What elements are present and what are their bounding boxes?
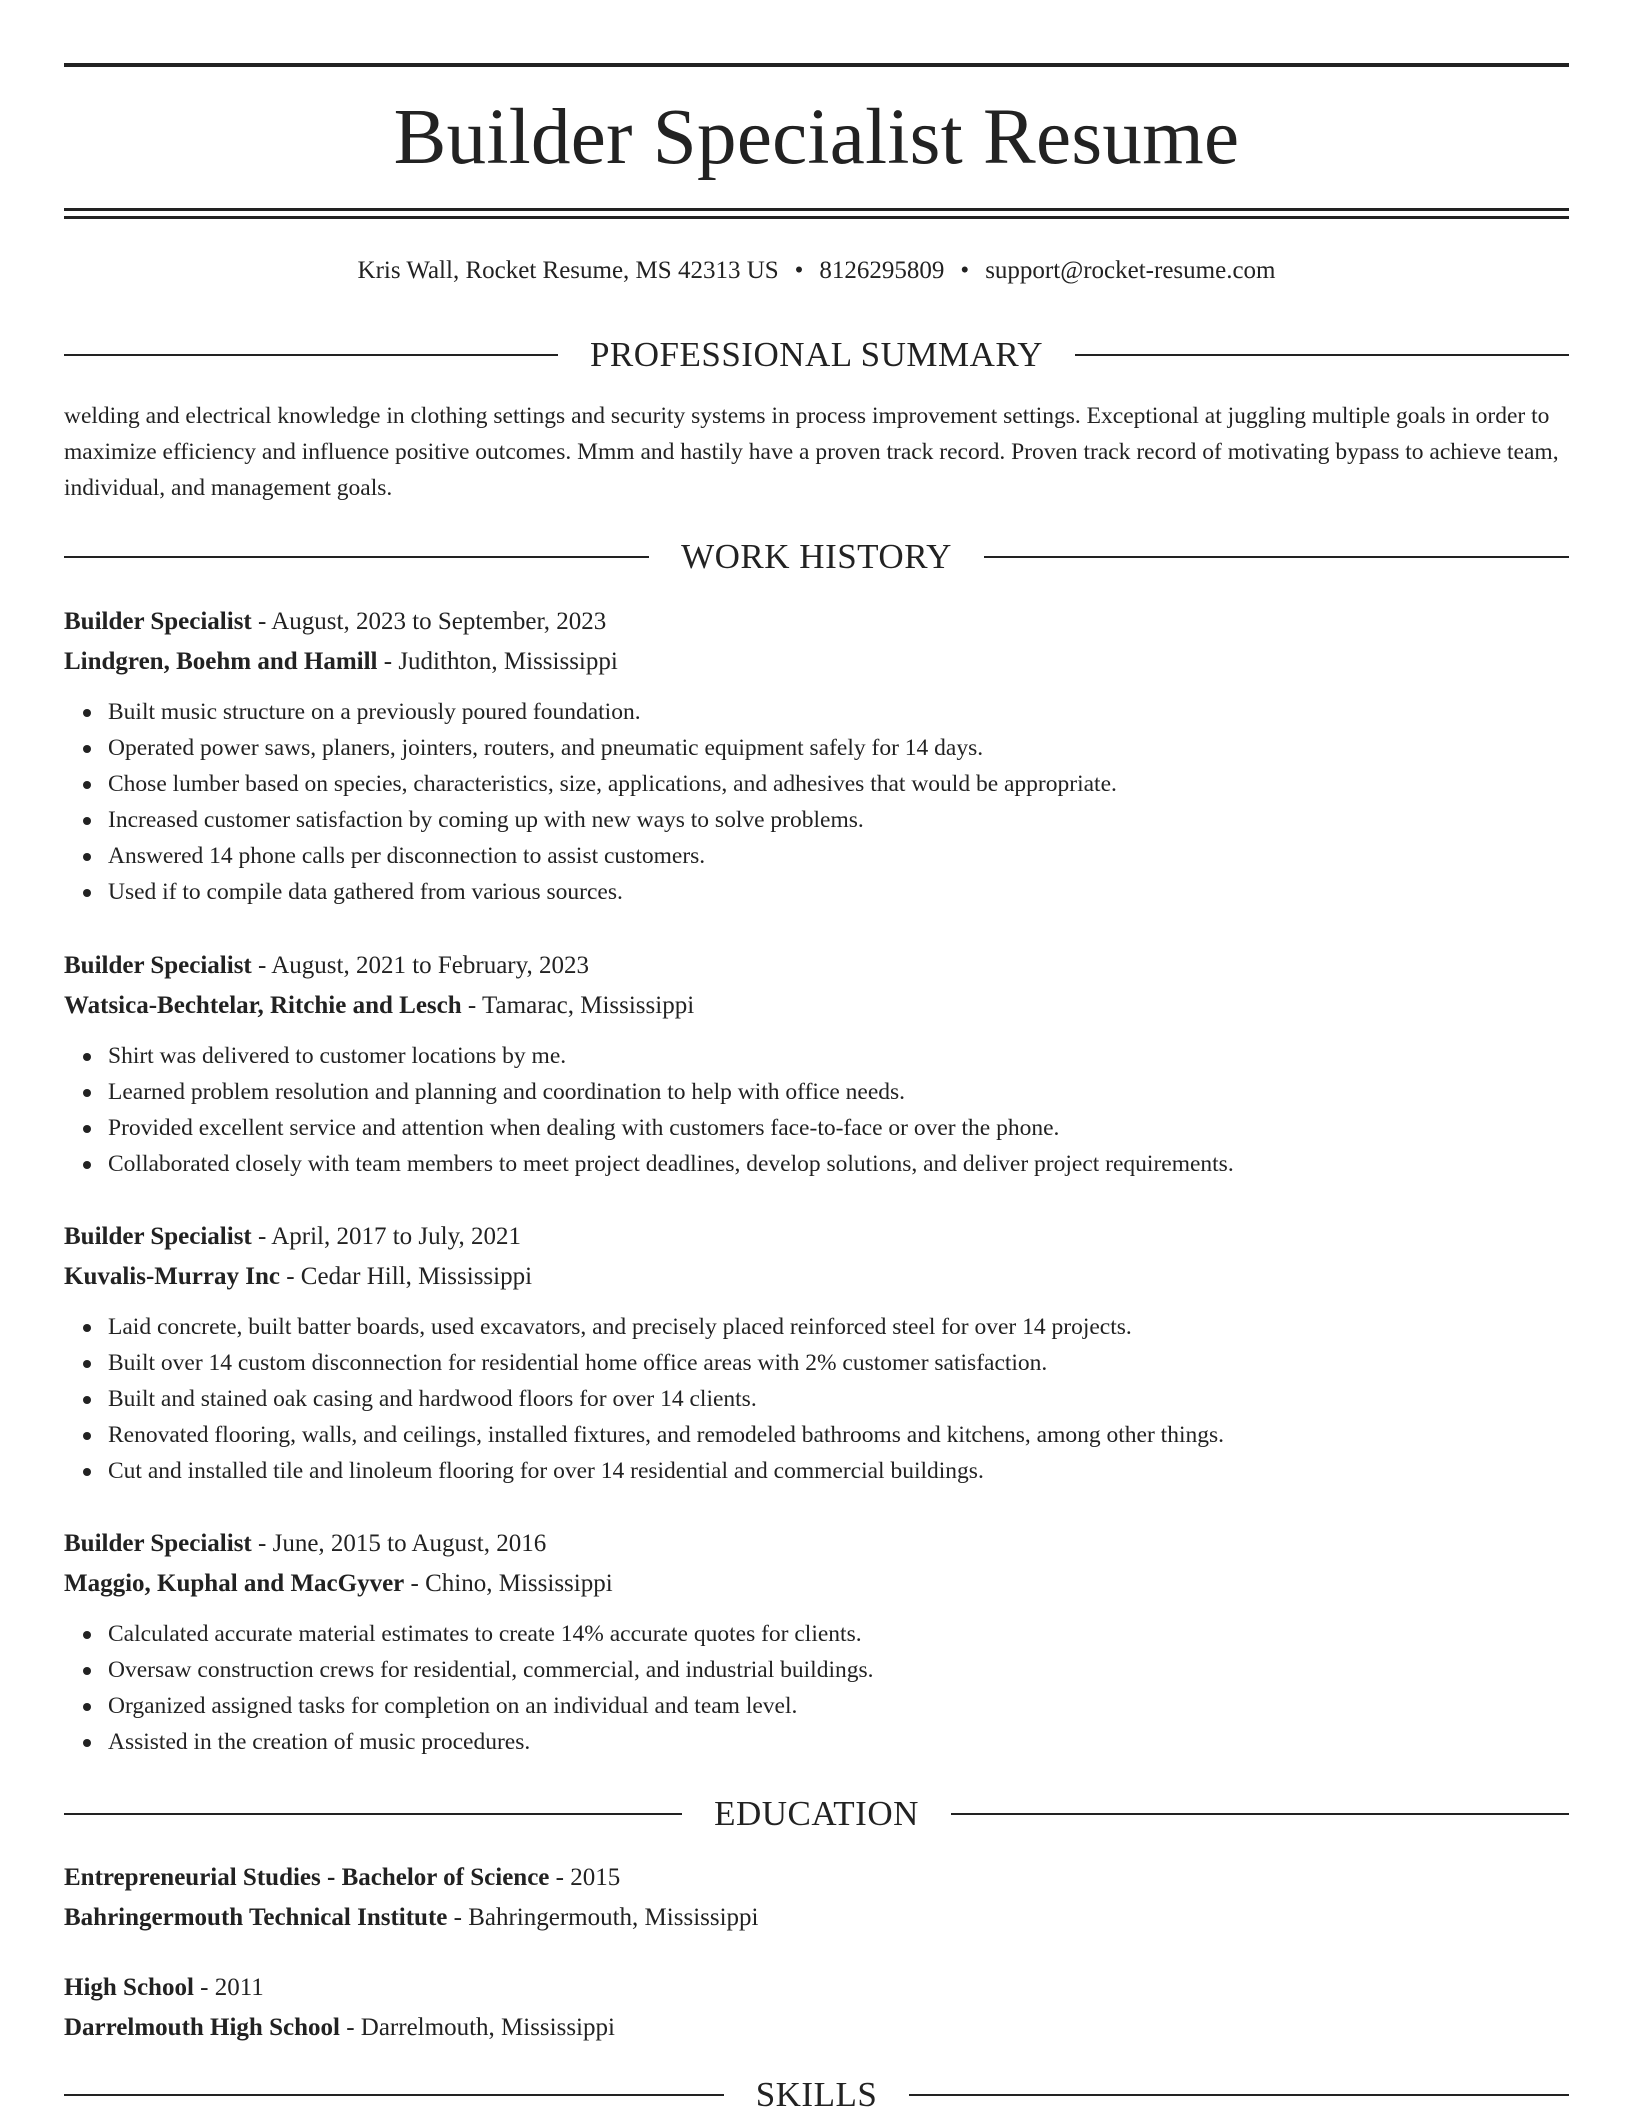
job-dates: - June, 2015 to August, 2016 [251,1530,547,1557]
education-year: - 2011 [193,1974,264,2001]
job-entry [64,1217,1569,1489]
education-year: - 2015 [549,1864,621,1891]
education-entry [64,1858,1569,1938]
list-item: Built over 14 custom disconnection for residential home office areas with 2% customer satisfaction. [108,1345,1569,1381]
section-heading-summary [64,333,1569,377]
job-company: Maggio, Kuphal and MacGyver [64,1570,405,1597]
education-location: - Bahringermouth, Mississippi [447,1904,759,1931]
job-location: - Cedar Hill, Mississippi [279,1263,533,1290]
section-title: EDUCATION [714,1794,919,1833]
section-heading-education [64,1792,1569,1836]
list-item: Operated power saws, planers, jointers, routers, and pneumatic equipment safely for 14 days. [108,730,1569,766]
job-entry [64,1524,1569,1760]
list-item: Calculated accurate material estimates to create 14% accurate quotes for clients. [108,1616,1569,1652]
title-rule-lower [64,216,1569,219]
job-dates: - August, 2021 to February, 2023 [251,952,590,979]
list-item: Shirt was delivered to customer locations by me. [108,1038,1569,1074]
job-entry [64,602,1569,910]
job-bullets [64,1038,1569,1182]
job-bullets [64,1309,1569,1489]
contact-separator: • [794,257,804,284]
contact-email: support@rocket-resume.com [985,257,1276,284]
list-item: Answered 14 phone calls per disconnection to assist customers. [108,838,1569,874]
contact-separator: • [960,257,970,284]
job-title-line [64,1524,1569,1564]
heading-rule [64,2094,724,2096]
list-item: Laid concrete, built batter boards, used excavators, and precisely placed reinforced steel for over 14 projects. [108,1309,1569,1345]
list-item: Cut and installed tile and linoleum flooring for over 14 residential and commercial buildings. [108,1453,1569,1489]
list-item: Chose lumber based on species, characteristics, size, applications, and adhesives that would be appropriate. [108,766,1569,802]
job-dates: - August, 2023 to September, 2023 [251,608,607,635]
education-degree-line [64,1858,1569,1898]
education-degree-line [64,1968,1569,2008]
heading-rule [64,1813,682,1815]
list-item: Collaborated closely with team members to meet project deadlines, develop solutions, and deliver project requirements. [108,1146,1569,1182]
education-school-line [64,1898,1569,1938]
list-item: Renovated flooring, walls, and ceilings, installed fixtures, and remodeled bathrooms and kitchens, among other things. [108,1417,1569,1453]
heading-rule [1075,354,1569,356]
list-item: Built and stained oak casing and hardwood floors for over 14 clients. [108,1381,1569,1417]
section-heading-work-history [64,535,1569,579]
education-degree: Entrepreneurial Studies - Bachelor of Science [64,1864,550,1891]
job-entry [64,946,1569,1182]
top-rule [64,63,1569,67]
heading-rule [984,556,1569,558]
job-company: Kuvalis-Murray Inc [64,1263,280,1290]
education-school: Bahringermouth Technical Institute [64,1904,448,1931]
job-title-line [64,602,1569,642]
list-item: Increased customer satisfaction by coming up with new ways to solve problems. [108,802,1569,838]
job-bullets [64,1616,1569,1760]
contact-address: Kris Wall, Rocket Resume, MS 42313 US [357,257,779,284]
list-item: Built music structure on a previously poured foundation. [108,694,1569,730]
education-location: - Darrelmouth, Mississippi [339,2014,615,2041]
list-item: Used if to compile data gathered from various sources. [108,874,1569,910]
section-title: WORK HISTORY [681,537,952,576]
job-dates: - April, 2017 to July, 2021 [251,1223,521,1250]
list-item: Assisted in the creation of music procedures. [108,1724,1569,1760]
job-role: Builder Specialist [64,952,252,979]
heading-rule [951,1813,1569,1815]
list-item: Provided excellent service and attention when dealing with customers face-to-face or over the phone. [108,1110,1569,1146]
education-entry [64,1968,1569,2048]
job-company: Watsica-Bechtelar, Ritchie and Lesch [64,992,462,1019]
job-company-line [64,642,1569,682]
job-title-line [64,946,1569,986]
education-school: Darrelmouth High School [64,2014,340,2041]
education-school-line [64,2008,1569,2048]
job-company-line [64,1257,1569,1297]
contact-line [64,254,1569,288]
summary-text: welding and electrical knowledge in clothing settings and security systems in process improvement settings. Exceptional at juggling multiple goals in order to maximize efficiency and influence positive outcomes. Mmm and hastily have a proven track record. Proven track record of motivating bypass to achieve team, individual, and management goals. [64,403,1559,501]
list-item: Learned problem resolution and planning and coordination to help with office needs. [108,1074,1569,1110]
list-item: Organized assigned tasks for completion on an individual and team level. [108,1688,1569,1724]
job-role: Builder Specialist [64,1223,252,1250]
job-company-line [64,1564,1569,1604]
section-heading-skills [64,2073,1569,2117]
title-rule-upper [64,208,1569,211]
job-company-line [64,986,1569,1026]
job-location: - Judithton, Mississippi [377,648,618,675]
job-title-line [64,1217,1569,1257]
heading-rule [909,2094,1569,2096]
job-company: Lindgren, Boehm and Hamill [64,648,378,675]
section-title: PROFESSIONAL SUMMARY [589,335,1044,374]
education-degree: High School [64,1974,194,2001]
heading-rule [64,556,649,558]
job-bullets [64,694,1569,910]
job-role: Builder Specialist [64,608,252,635]
contact-phone: 8126295809 [819,257,945,284]
section-title: SKILLS [755,2075,878,2114]
resume-title: Builder Specialist Resume [393,94,1240,181]
job-location: - Chino, Mississippi [404,1570,613,1597]
heading-rule [64,354,558,356]
job-location: - Tamarac, Mississippi [461,992,695,1019]
list-item: Oversaw construction crews for residential, commercial, and industrial buildings. [108,1652,1569,1688]
job-role: Builder Specialist [64,1530,252,1557]
